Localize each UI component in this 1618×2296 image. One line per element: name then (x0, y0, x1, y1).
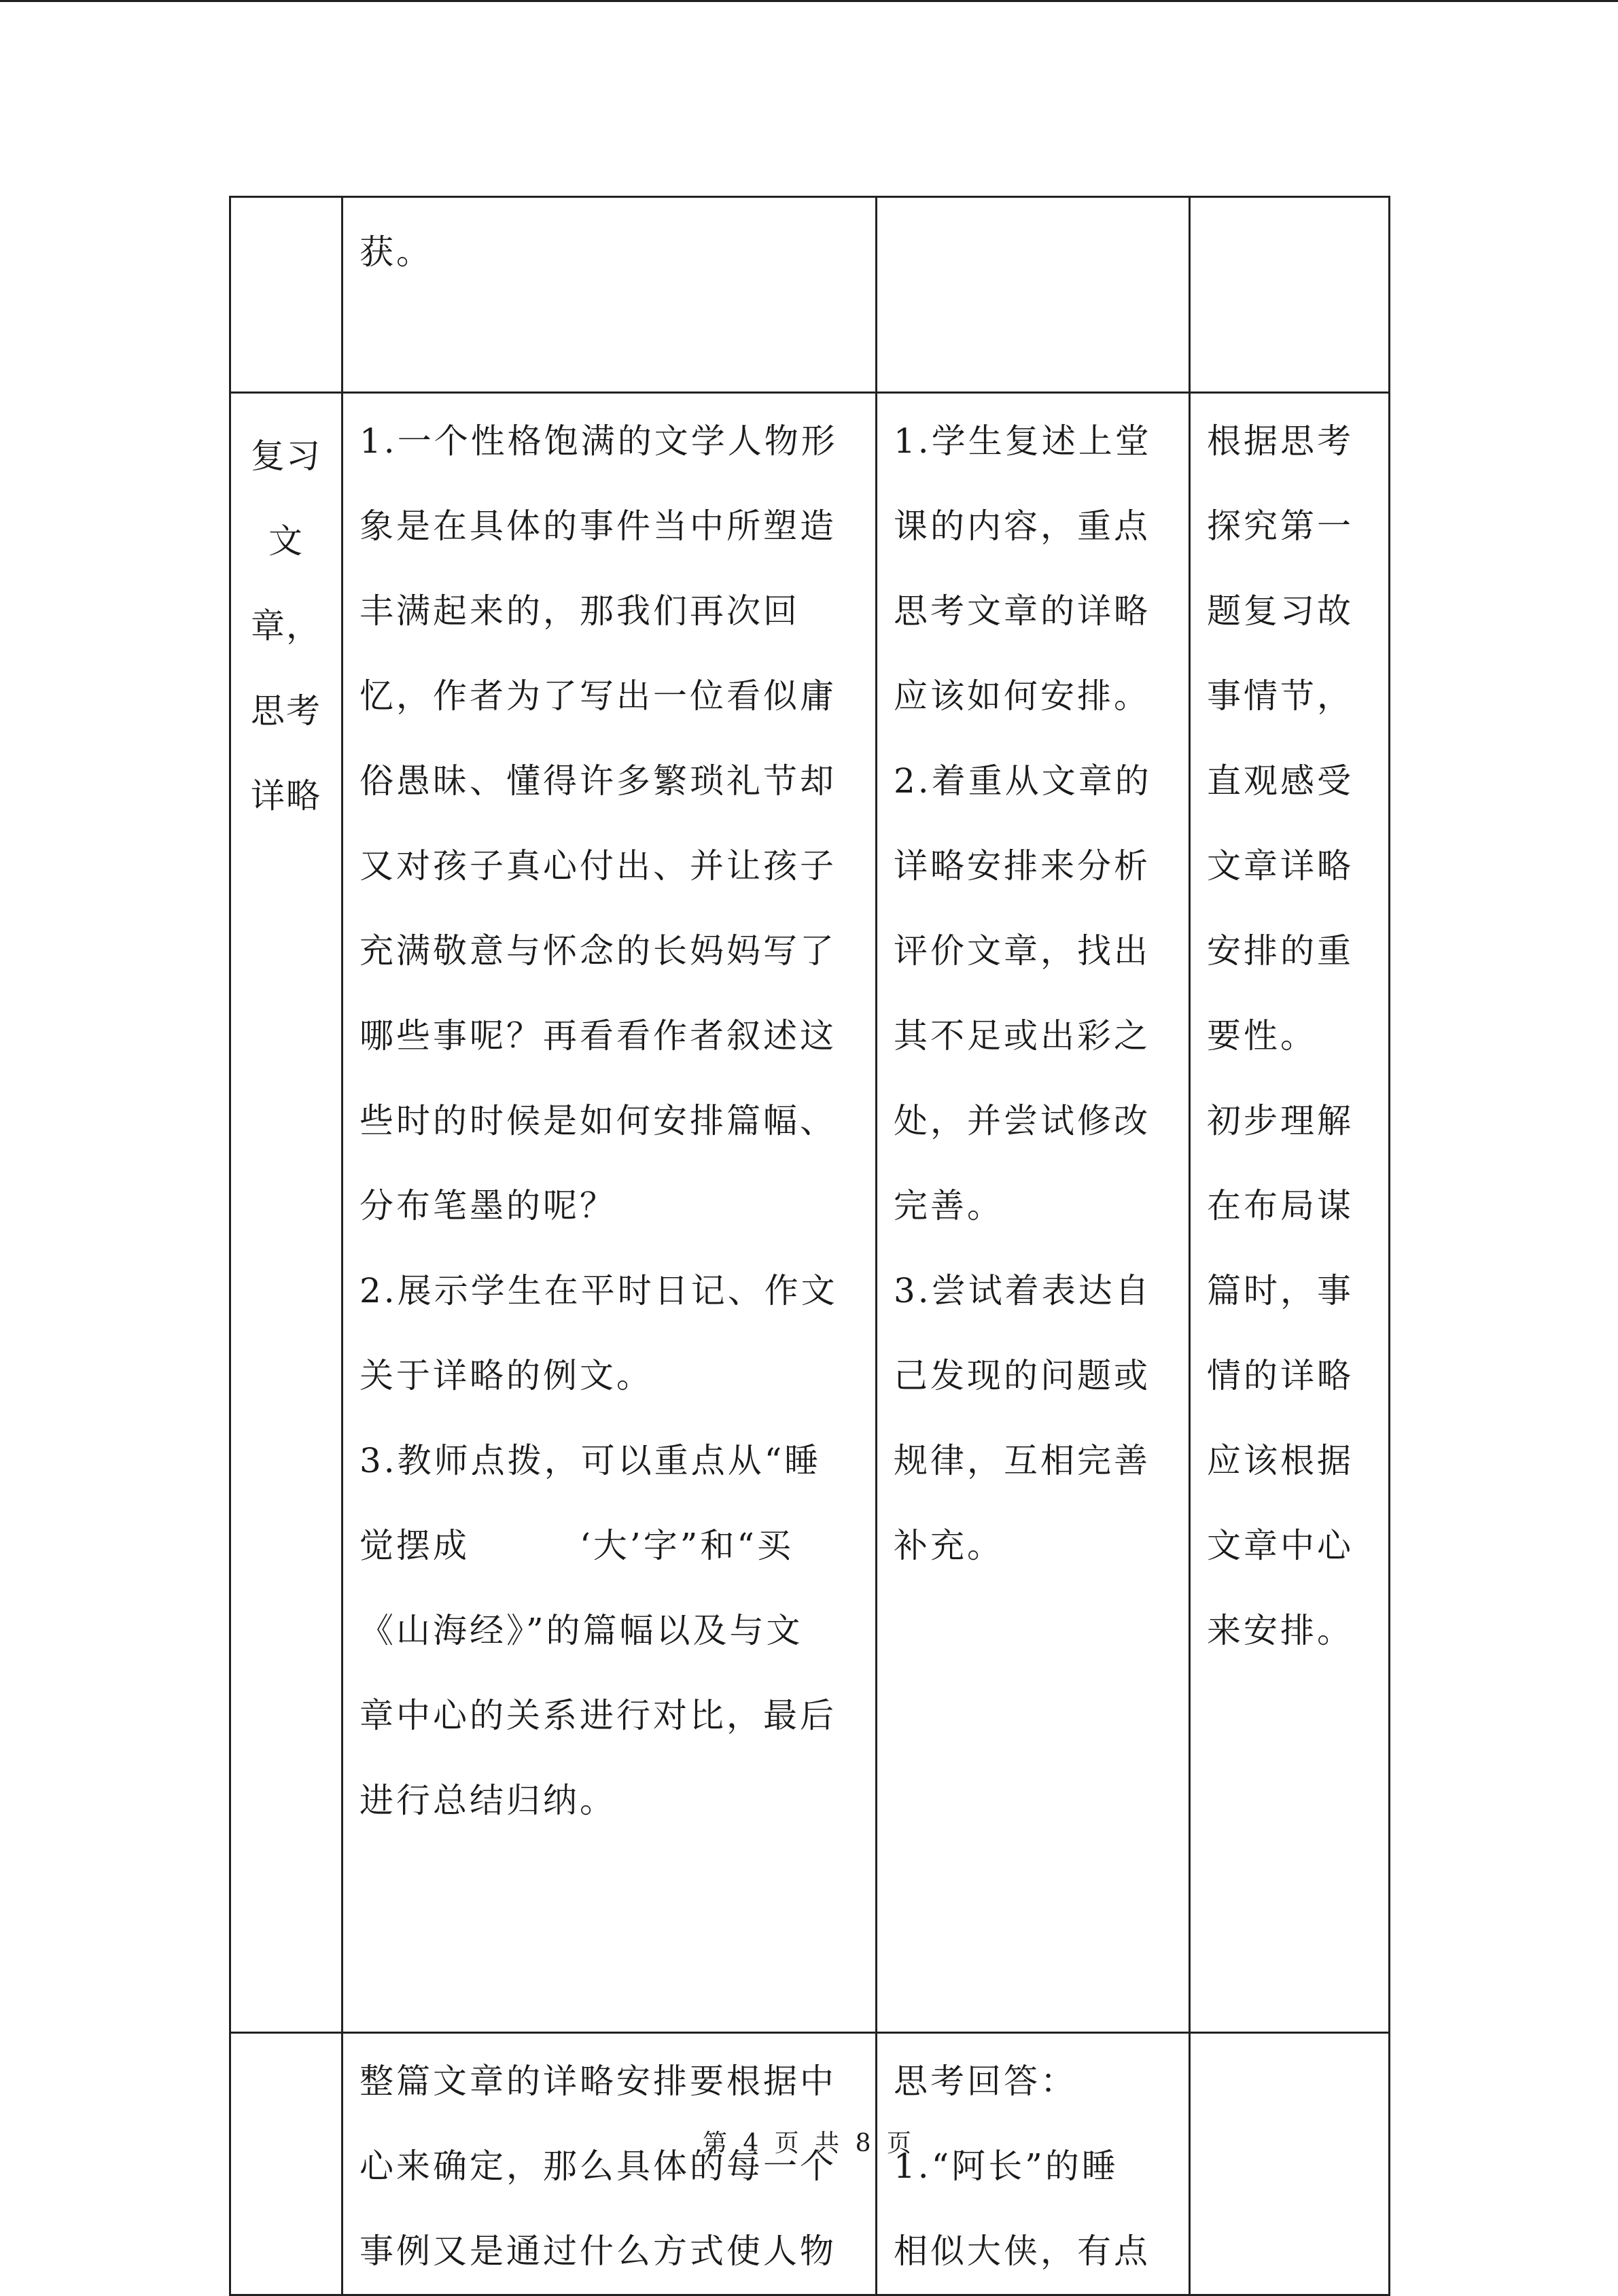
stage-cell (230, 197, 342, 393)
student-activity-text: 1.学生复述上堂 课的内容，重点 思考文章的详略 应该如何安排。 2.着重从文章的 详略安排来分析 评价文章，找出 其不足或出彩之 处，并尝试修改 完善。 3.尝试着表达自 己发现的问题或 规律，互相完善 补充。 (894, 421, 1152, 1565)
teacher-activity-cell (342, 2033, 877, 2295)
design-intent-text (1191, 198, 1388, 210)
student-activity-cell (877, 2033, 1190, 2295)
table-row (230, 197, 1390, 393)
student-activity-text (877, 198, 1189, 210)
design-intent-text: 根据思考 探究第一 题复习故 事情节， 直观感受 文章详略 安排的重 要性。 初步理解 在布局谋 篇时，事 情的详略 应该根据 文章中心 来安排。 (1207, 421, 1354, 1650)
page-top-edge (0, 0, 1618, 2)
teacher-activity-text: 获。 (359, 232, 433, 272)
student-activity-cell (877, 393, 1190, 2033)
student-activity-text: 思考回答： 1.“阿长”的睡 相似大侠，有点 (894, 2062, 1150, 2271)
design-intent-cell (1190, 197, 1390, 393)
teacher-activity-text: 1.一个性格饱满的文学人物形 象是在具体的事件当中所塑造 丰满起来的，那我们再次回 忆，作者为了写出一位看似庸 俗愚昧、懂得许多繁琐礼节却 又对孩子真心付出、并让孩子 充满敬意与怀念的长妈妈写了 哪些事呢？再看看作者叙述这 些时的时候是如何安排篇幅、 分布笔墨的呢？ 2.展示学生在平时日记、作文 关于详略的例文。 3.教师点拨，可以重点从“睡 觉摆成 ‘大’字”和“买 《山海经》”的篇幅以及与文 章中心的关系进行对比，最后 进行总结归纳。 (359, 421, 838, 1820)
lesson-plan-table (229, 196, 1390, 2296)
stage-text (231, 2034, 341, 2054)
stage-text: 复习 文 章， 思考 详略 (251, 436, 321, 816)
table-row (230, 2033, 1390, 2295)
student-activity-cell (877, 197, 1190, 393)
stage-cell (230, 2033, 342, 2295)
stage-cell (230, 393, 342, 2033)
design-intent-cell (1190, 2033, 1390, 2295)
teacher-activity-cell (342, 393, 877, 2033)
table-row (230, 393, 1390, 2033)
teacher-activity-cell (342, 197, 877, 393)
page-number-footer: 第 4 页 共 8 页 (702, 2129, 916, 2157)
design-intent-text (1191, 2034, 1388, 2039)
design-intent-cell (1190, 393, 1390, 2033)
stage-text (231, 198, 341, 218)
teacher-activity-text: 整篇文章的详略安排要根据中 心来确定，那么具体的每一个 事例又是通过什么方式使人物 (359, 2062, 837, 2271)
